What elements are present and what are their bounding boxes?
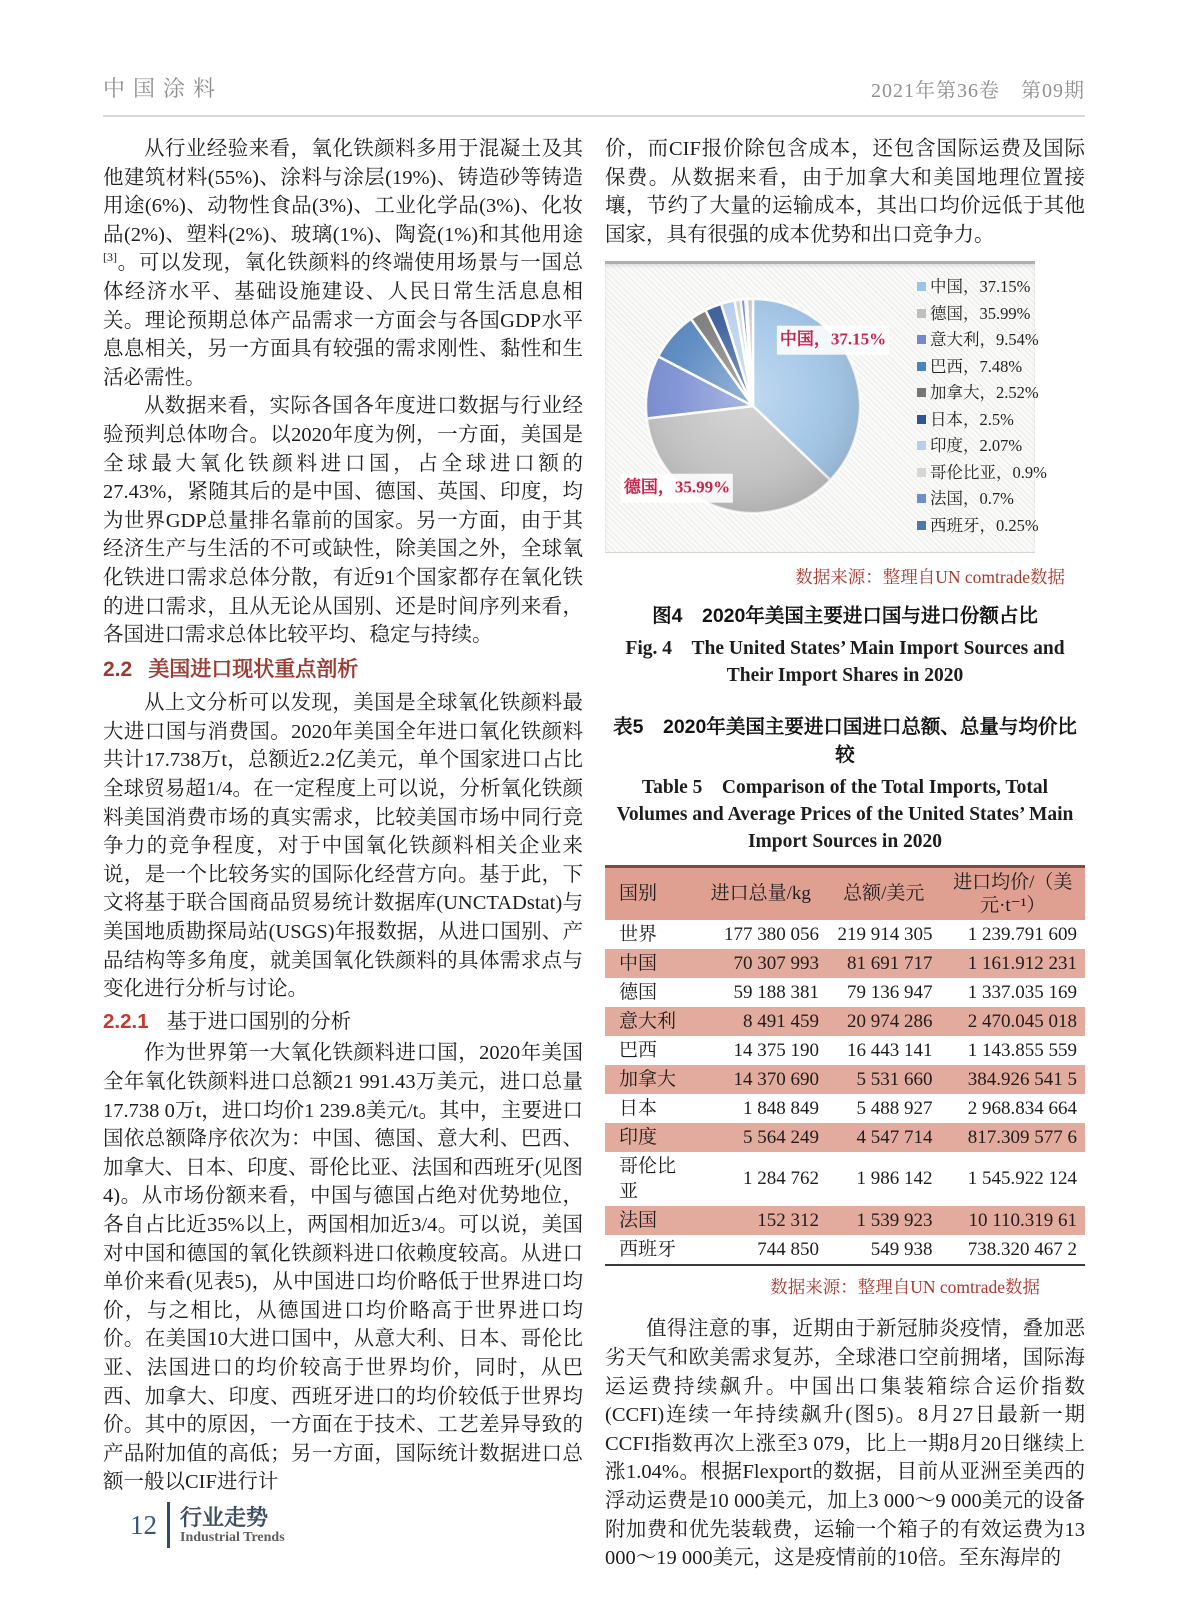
cell-total: 5 488 927 — [856, 1097, 933, 1119]
paragraph: 价，而CIF报价除包含成本，还包含国际运费及国际保费。从数据来看，由于加拿大和美国地理位置接壤，节约了大量的运输成本，其出口均价远低于其他国家，具有很强的成本优势和出口竞争力。 — [605, 138, 1085, 246]
cell-avg-price: 2 470.045 018 — [941, 1007, 1085, 1036]
cell-country: 德国 — [619, 981, 658, 1003]
legend-swatch — [917, 282, 926, 291]
cell-avg-price: 2 968.834 664 — [967, 1097, 1077, 1119]
cell-avg-price: 10 110.319 61 — [941, 1206, 1085, 1235]
legend-swatch — [917, 309, 926, 318]
legend-swatch — [917, 388, 926, 397]
legend-label: 法国，0.7% — [930, 489, 1014, 509]
page-footer — [130, 1502, 285, 1548]
paragraph-text: 。可以发现，氧化铁颜料的终端使用场景与一国总体经济水平、基础设施建设、人民日常生活息息相关。理论预期总体产品需求一方面会与各国GDP水平息息相关，另一方面具有较强的需求刚性、黏性和生活必需性。 — [103, 252, 583, 389]
paragraph — [103, 135, 583, 392]
legend-label: 西班牙，0.25% — [930, 515, 1039, 535]
pie-label-china: 中国，37.15% — [777, 326, 889, 355]
cell-country: 巴西 — [619, 1039, 658, 1061]
table-caption-en: Table 5 Comparison of the Total Imports, Total Volumes and Average Prices of the United States’ Main Import Sources in 2020 — [616, 776, 1074, 852]
cell-volume: 177 380 056 — [723, 923, 819, 945]
issue-info: 2021年第36卷 第09期 — [871, 80, 1085, 102]
cell-country: 世界 — [619, 923, 658, 945]
pie-label-germany: 德国，35.99% — [621, 474, 733, 503]
section-number: 2.2 — [103, 657, 133, 681]
legend-label: 印度，2.07% — [930, 436, 1023, 456]
figure-data-source: 数据来源：整理自UN comtrade数据 — [795, 567, 1065, 588]
cell-country: 哥伦比亚 — [619, 1155, 677, 1202]
footnote-ref: [3] — [103, 250, 117, 265]
legend-item — [917, 358, 1047, 375]
cell-country: 日本 — [619, 1097, 658, 1119]
legend-item — [917, 278, 1047, 295]
paragraph: 作为世界第一大氧化铁颜料进口国，2020年美国全年氧化铁颜料进口总额21 991.43万美元，进口总量17.738 0万t，进口均价1 239.8美元/t。其中，主要进口国依总额降序依次为：中国、德国、意大利、巴西、加拿大、日本、印度、哥伦比亚、法国和西班牙(见图4)。从市场份额来看，中国与德国占绝对优势地位，各自占比近35%以上，两国相加近3/4。可以说，美国对中国和德国的氧化铁颜料进口依赖度较高。从进口单价来看(见表5)，从中国进口均价略低于世界进口均价，与之相比，从德国进口均价略高于世界进口均价。在美国10大进口国中，从意大利、日本、哥伦比亚、法国进口的均价较高于世界均价，同时，从巴西、加拿大、印度、西班牙进口的均价较低于世界均价。其中的原因，一方面在于技术、工艺差异导致的产品附加值的高低；另一方面，国际统计数据进口总额一般以CIF进行计 — [103, 1042, 583, 1494]
table-row — [605, 949, 1085, 978]
cell-volume: 8 491 459 — [694, 1007, 826, 1036]
subsection-title: 基于进口国别的分析 — [166, 1010, 352, 1033]
paragraph: 从上文分析可以发现，美国是全球氧化铁颜料最大进口国与消费国。2020年美国全年进口氧化铁颜料共计17.738万t，总额近2.2亿美元，单个国家进口占比全球贸易超1/4。在一定程度上可以说，分析氧化铁颜料美国消费市场的真实需求，比较美国市场中同行竞争力的竞争程度，对于中国氧化铁颜料相关企业来说，是一个比较务实的国际化经营方向。基于此，下文将基于联合国商品贸易统计数据库(UNCTADstat)与美国地质勘探局站(USGS)年报数据，从进口国别、产品结构等多角度，就美国氧化铁颜料的具体需求点与变化进行分析与讨论。 — [103, 692, 583, 1001]
legend-item — [917, 331, 1047, 348]
legend-swatch — [917, 441, 926, 450]
legend-swatch — [917, 468, 926, 477]
column-header-avg-price: 进口均价/（美元·t⁻¹） — [941, 866, 1085, 920]
legend-item — [917, 490, 1047, 507]
legend-item — [917, 517, 1047, 534]
table-row — [605, 920, 1085, 949]
cell-volume: 70 307 993 — [694, 949, 826, 978]
figure-caption-en: Fig. 4 The United States’ Main Import Sources and Their Import Shares in 2020 — [625, 637, 1065, 686]
cell-total: 5 531 660 — [827, 1065, 941, 1094]
pie-legend — [917, 278, 1047, 543]
section-heading — [103, 656, 583, 685]
legend-label: 加拿大，2.52% — [930, 383, 1039, 403]
cell-avg-price: 1 239.791 609 — [967, 923, 1077, 945]
table-row — [605, 1235, 1085, 1265]
cell-volume: 1 284 762 — [742, 1168, 819, 1190]
column-header-total: 总额/美元 — [827, 866, 941, 920]
right-column — [605, 135, 1085, 1573]
table-row — [605, 1152, 1085, 1206]
legend-label: 哥伦比亚，0.9% — [930, 462, 1047, 482]
footer-divider-bar — [167, 1502, 170, 1548]
paragraph: 从数据来看，实际各国各年度进口数据与行业经验预判总体吻合。以2020年度为例，一方面，美国是全球最大氧化铁颜料进口国，占全球进口额的27.43%，紧随其后的是中国、德国、英国、印度，均为世界GDP总量排名靠前的国家。另一方面，由于其经济生产与生活的不可或缺性，除美国之外，全球氧化铁进口需求总体分散，有近91个国家都存在氧化铁的进口需求，且从无论从国别、还是时间序列来看，各国进口需求总体比较平均、稳定与持续。 — [103, 395, 583, 647]
subsection-heading — [103, 1008, 583, 1037]
legend-item — [917, 437, 1047, 454]
cell-volume: 14 375 190 — [733, 1039, 819, 1061]
cell-total: 1 986 142 — [856, 1168, 933, 1190]
cell-total: 549 938 — [870, 1238, 933, 1260]
cell-avg-price: 1 143.855 559 — [967, 1039, 1077, 1061]
cell-total: 20 974 286 — [827, 1007, 941, 1036]
cell-volume: 59 188 381 — [733, 981, 819, 1003]
legend-label: 德国，35.99% — [930, 303, 1031, 323]
cell-volume: 1 848 849 — [742, 1097, 819, 1119]
cell-country: 西班牙 — [619, 1238, 677, 1260]
table-header-row — [605, 866, 1085, 920]
table-row — [605, 1065, 1085, 1094]
cell-total: 1 539 923 — [827, 1206, 941, 1235]
legend-swatch — [917, 415, 926, 424]
cell-total: 81 691 717 — [827, 949, 941, 978]
cell-volume: 14 370 690 — [694, 1065, 826, 1094]
left-column — [103, 135, 583, 1573]
legend-swatch — [917, 494, 926, 503]
table-row — [605, 1094, 1085, 1123]
figure-4-pie-chart — [605, 261, 1047, 553]
legend-label: 意大利，9.54% — [930, 330, 1039, 350]
cell-total: 79 136 947 — [847, 981, 933, 1003]
cell-avg-price: 1 545.922 124 — [967, 1168, 1077, 1190]
legend-item — [917, 305, 1047, 322]
cell-country: 中国 — [605, 949, 694, 978]
legend-item — [917, 384, 1047, 401]
paragraph-text: 从行业经验来看，氧化铁颜料多用于混凝土及其他建筑材料(55%)、涂料与涂层(19%)、铸造砂等铸造用途(6%)、动物性食品(3%)、工业化学品(3%)、化妆品(2%)、塑料(2%)、玻璃(1%)、陶瓷(1%)和其他用途 — [103, 138, 583, 246]
table-row — [605, 1123, 1085, 1152]
table-data-source: 数据来源：整理自UN comtrade数据 — [770, 1276, 1040, 1297]
table-caption-zh: 表5 2020年美国主要进口国进口总额、总量与均价比较 — [613, 715, 1077, 767]
legend-swatch — [917, 521, 926, 530]
section-title: 美国进口现状重点剖析 — [148, 657, 359, 681]
cell-total: 4 547 714 — [827, 1123, 941, 1152]
cell-total: 219 914 305 — [837, 923, 933, 945]
cell-avg-price: 1 161.912 231 — [941, 949, 1085, 978]
table-row — [605, 1007, 1085, 1036]
cell-country: 意大利 — [605, 1007, 694, 1036]
cell-avg-price: 1 337.035 169 — [967, 981, 1077, 1003]
cell-country: 加拿大 — [605, 1065, 694, 1094]
cell-country: 印度 — [605, 1123, 694, 1152]
cell-country: 法国 — [605, 1206, 694, 1235]
cell-avg-price: 384.926 541 5 — [941, 1065, 1085, 1094]
cell-avg-price: 738.320 467 2 — [967, 1238, 1077, 1260]
running-head — [103, 72, 1085, 117]
page-number: 12 — [130, 1509, 157, 1540]
legend-swatch — [917, 362, 926, 371]
table-row — [605, 1036, 1085, 1065]
cell-avg-price: 817.309 577 6 — [941, 1123, 1085, 1152]
footer-section-en: Industrial Trends — [180, 1529, 285, 1545]
legend-label: 中国，37.15% — [930, 277, 1031, 297]
legend-swatch — [917, 335, 926, 344]
legend-label: 日本，2.5% — [930, 409, 1014, 429]
legend-item — [917, 464, 1047, 481]
column-header-volume: 进口总量/kg — [694, 866, 826, 920]
column-header-country: 国别 — [605, 866, 694, 920]
cell-volume: 744 850 — [757, 1238, 819, 1260]
import-table-body — [605, 920, 1085, 1265]
pie-chart — [605, 264, 905, 552]
figure-caption-zh: 图4 2020年美国主要进口国与进口份额占比 — [652, 604, 1038, 627]
table-row — [605, 978, 1085, 1007]
subsection-number: 2.2.1 — [103, 1009, 149, 1033]
import-table — [605, 865, 1085, 1266]
cell-volume: 5 564 249 — [694, 1123, 826, 1152]
footer-section-zh: 行业走势 — [180, 1504, 269, 1530]
table-row — [605, 1206, 1085, 1235]
journal-name: 中国涂料 — [103, 76, 224, 101]
legend-label: 巴西，7.48% — [930, 356, 1023, 376]
paragraph: 值得注意的事，近期由于新冠肺炎疫情，叠加恶劣天气和欧美需求复苏，全球港口空前拥堵，国际海运运费持续飙升。中国出口集装箱综合运价指数(CCFI)连续一年持续飙升(图5)。8月27日最新一期CCFI指数再次上涨至3 079，比上一期8月20日继续上涨1.04%。根据Flexport的数据，目前从亚洲至美西的浮动运费是10 000美元，加上3 000～9 000美元的设备附加费和优先装载费，运输一个箱子的有效运费为13 000～19 000美元，这是疫情前的10倍。至东海岸的 — [605, 1318, 1085, 1570]
cell-volume: 152 312 — [694, 1206, 826, 1235]
legend-item — [917, 411, 1047, 428]
cell-total: 16 443 141 — [847, 1039, 933, 1061]
